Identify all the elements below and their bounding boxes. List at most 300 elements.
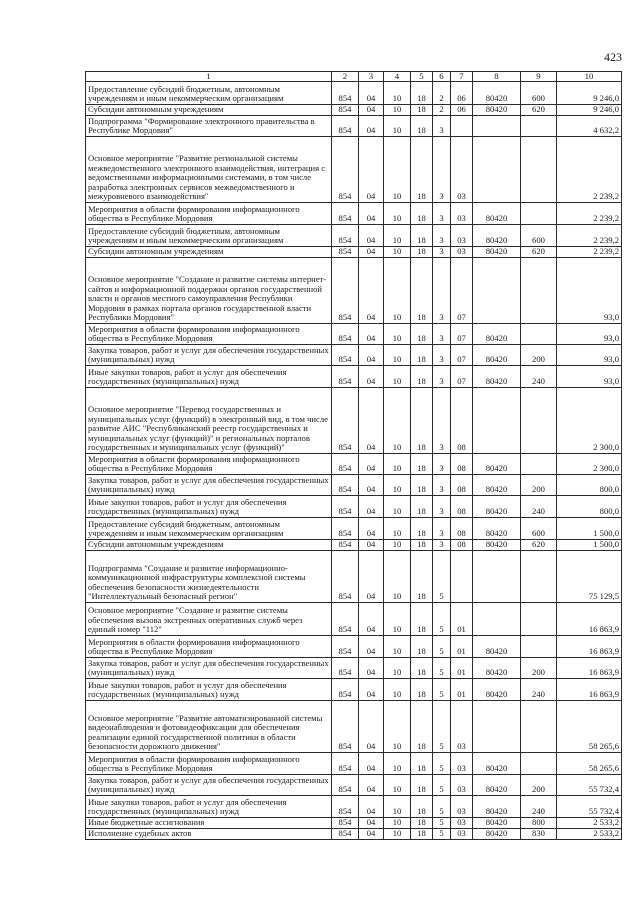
code-cell: 3 bbox=[433, 203, 451, 225]
code-cell: 3 bbox=[433, 258, 451, 324]
code-cell: 10 bbox=[384, 324, 411, 345]
code-cell: 3 bbox=[433, 247, 451, 258]
code-cell: 04 bbox=[359, 137, 384, 203]
code-cell: 18 bbox=[411, 540, 433, 551]
code-cell: 5 bbox=[433, 551, 451, 603]
code-cell: 18 bbox=[411, 225, 433, 247]
code-cell: 10 bbox=[384, 753, 411, 775]
amount-cell: 2 239,2 bbox=[557, 137, 622, 203]
code-cell: 620 bbox=[521, 105, 557, 116]
code-cell: 3 bbox=[433, 496, 451, 518]
code-cell: 04 bbox=[359, 82, 384, 105]
code-cell: 854 bbox=[332, 388, 359, 454]
code-cell bbox=[473, 137, 521, 203]
table-row bbox=[86, 475, 622, 496]
row-name-cell: Мероприятия в области формирования информационного общества в Республике Мордовия bbox=[86, 454, 332, 475]
table-row bbox=[86, 679, 622, 701]
code-cell: 854 bbox=[332, 796, 359, 818]
column-header: 10 bbox=[557, 72, 622, 82]
row-name-cell: Предоставление субсидий бюджетным, автономным учреждениям и иным некоммерческим организациям bbox=[86, 225, 332, 247]
row-name-cell: Иные закупки товаров, работ и услуг для обеспечения государственных (муниципальных) нужд bbox=[86, 796, 332, 818]
code-cell: 03 bbox=[451, 247, 473, 258]
code-cell bbox=[521, 388, 557, 454]
amount-cell: 55 732,4 bbox=[557, 796, 622, 818]
code-cell: 80420 bbox=[473, 829, 521, 840]
code-cell bbox=[473, 551, 521, 603]
code-cell: 200 bbox=[521, 775, 557, 796]
code-cell: 08 bbox=[451, 475, 473, 496]
code-cell: 18 bbox=[411, 137, 433, 203]
code-cell: 18 bbox=[411, 105, 433, 116]
table-row bbox=[86, 82, 622, 105]
table-row bbox=[86, 658, 622, 679]
code-cell: 18 bbox=[411, 603, 433, 636]
code-cell: 854 bbox=[332, 137, 359, 203]
code-cell: 5 bbox=[433, 796, 451, 818]
row-name-cell: Основное мероприятие "Развитие автоматизированной системы видеонаблюдения и фотовидеофиксации для обеспечения реализации единой государственной политики в области безопасности дорожного движения" bbox=[86, 701, 332, 753]
code-cell: 04 bbox=[359, 829, 384, 840]
code-cell: 04 bbox=[359, 203, 384, 225]
amount-cell: 800,0 bbox=[557, 496, 622, 518]
column-header: 9 bbox=[521, 72, 557, 82]
code-cell: 854 bbox=[332, 636, 359, 658]
row-name-cell: Исполнение судебных актов bbox=[86, 829, 332, 840]
code-cell: 3 bbox=[433, 454, 451, 475]
code-cell: 3 bbox=[433, 324, 451, 345]
code-cell: 01 bbox=[451, 679, 473, 701]
code-cell: 04 bbox=[359, 116, 384, 137]
row-name-cell: Основное мероприятие "Создание и развитие системы обеспечения вызова экстренных оперативных служб через единый номер "112" bbox=[86, 603, 332, 636]
code-cell: 18 bbox=[411, 247, 433, 258]
code-cell bbox=[521, 116, 557, 137]
code-cell: 3 bbox=[433, 137, 451, 203]
code-cell: 600 bbox=[521, 225, 557, 247]
code-cell: 04 bbox=[359, 679, 384, 701]
code-cell: 04 bbox=[359, 258, 384, 324]
code-cell: 3 bbox=[433, 518, 451, 540]
amount-cell: 2 239,2 bbox=[557, 203, 622, 225]
row-name-cell: Основное мероприятие "Развитие региональной системы межведомственного электронного взаимодействия, интеграция с ведомственными информационными системами, в том числе разработка электронных сервисов межведомственного и межуровневого взаимодействия" bbox=[86, 137, 332, 203]
code-cell: 5 bbox=[433, 636, 451, 658]
column-header: 6 bbox=[433, 72, 451, 82]
code-cell: 10 bbox=[384, 137, 411, 203]
table-row bbox=[86, 366, 622, 388]
code-cell: 854 bbox=[332, 658, 359, 679]
code-cell: 854 bbox=[332, 366, 359, 388]
table-row bbox=[86, 796, 622, 818]
code-cell: 10 bbox=[384, 551, 411, 603]
code-cell bbox=[521, 137, 557, 203]
amount-cell: 9 246,0 bbox=[557, 82, 622, 105]
code-cell bbox=[473, 701, 521, 753]
code-cell: 5 bbox=[433, 679, 451, 701]
row-name-cell: Иные закупки товаров, работ и услуг для обеспечения государственных (муниципальных) нужд bbox=[86, 679, 332, 701]
code-cell: 07 bbox=[451, 258, 473, 324]
code-cell: 04 bbox=[359, 775, 384, 796]
code-cell: 3 bbox=[433, 388, 451, 454]
code-cell: 18 bbox=[411, 775, 433, 796]
code-cell: 5 bbox=[433, 701, 451, 753]
column-header: 2 bbox=[332, 72, 359, 82]
code-cell: 2 bbox=[433, 82, 451, 105]
table-row bbox=[86, 818, 622, 829]
code-cell: 01 bbox=[451, 636, 473, 658]
code-cell: 18 bbox=[411, 203, 433, 225]
code-cell: 18 bbox=[411, 796, 433, 818]
code-cell: 5 bbox=[433, 818, 451, 829]
code-cell: 10 bbox=[384, 366, 411, 388]
code-cell: 10 bbox=[384, 603, 411, 636]
code-cell: 80420 bbox=[473, 496, 521, 518]
code-cell: 01 bbox=[451, 658, 473, 679]
table-row bbox=[86, 225, 622, 247]
code-cell: 5 bbox=[433, 829, 451, 840]
table-row bbox=[86, 388, 622, 454]
code-cell: 10 bbox=[384, 518, 411, 540]
code-cell: 04 bbox=[359, 324, 384, 345]
code-cell: 18 bbox=[411, 701, 433, 753]
code-cell: 80420 bbox=[473, 324, 521, 345]
code-cell: 80420 bbox=[473, 475, 521, 496]
header-row bbox=[86, 72, 622, 82]
code-cell: 854 bbox=[332, 679, 359, 701]
code-cell: 03 bbox=[451, 829, 473, 840]
code-cell: 5 bbox=[433, 753, 451, 775]
code-cell: 80420 bbox=[473, 366, 521, 388]
code-cell: 854 bbox=[332, 247, 359, 258]
amount-cell: 4 632,2 bbox=[557, 116, 622, 137]
code-cell: 80420 bbox=[473, 203, 521, 225]
row-name-cell: Предоставление субсидий бюджетным, автономным учреждениям и иным некоммерческим организациям bbox=[86, 82, 332, 105]
code-cell: 18 bbox=[411, 679, 433, 701]
code-cell: 80420 bbox=[473, 796, 521, 818]
table-row bbox=[86, 324, 622, 345]
code-cell: 854 bbox=[332, 551, 359, 603]
code-cell: 18 bbox=[411, 658, 433, 679]
code-cell: 04 bbox=[359, 454, 384, 475]
table-row bbox=[86, 775, 622, 796]
code-cell: 10 bbox=[384, 775, 411, 796]
code-cell: 3 bbox=[433, 116, 451, 137]
code-cell: 200 bbox=[521, 658, 557, 679]
code-cell bbox=[521, 753, 557, 775]
amount-cell: 75 129,5 bbox=[557, 551, 622, 603]
code-cell: 10 bbox=[384, 247, 411, 258]
table-row bbox=[86, 247, 622, 258]
code-cell: 854 bbox=[332, 818, 359, 829]
code-cell: 18 bbox=[411, 475, 433, 496]
code-cell: 854 bbox=[332, 345, 359, 366]
code-cell: 04 bbox=[359, 366, 384, 388]
column-header: 3 bbox=[359, 72, 384, 82]
code-cell: 08 bbox=[451, 496, 473, 518]
code-cell: 3 bbox=[433, 225, 451, 247]
code-cell: 600 bbox=[521, 518, 557, 540]
amount-cell: 1 500,0 bbox=[557, 518, 622, 540]
code-cell: 04 bbox=[359, 225, 384, 247]
amount-cell: 58 265,6 bbox=[557, 753, 622, 775]
code-cell: 854 bbox=[332, 105, 359, 116]
code-cell bbox=[451, 116, 473, 137]
table-header bbox=[86, 72, 622, 82]
page-number: 423 bbox=[604, 50, 622, 64]
code-cell: 3 bbox=[433, 366, 451, 388]
row-name-cell: Субсидии автономным учреждениям bbox=[86, 105, 332, 116]
code-cell bbox=[473, 116, 521, 137]
code-cell: 800 bbox=[521, 818, 557, 829]
code-cell: 08 bbox=[451, 454, 473, 475]
code-cell: 08 bbox=[451, 540, 473, 551]
code-cell: 18 bbox=[411, 496, 433, 518]
code-cell: 07 bbox=[451, 345, 473, 366]
code-cell bbox=[521, 258, 557, 324]
row-name-cell: Мероприятия в области формирования информационного общества в Республике Мордовия bbox=[86, 753, 332, 775]
table-row bbox=[86, 829, 622, 840]
code-cell: 2 bbox=[433, 105, 451, 116]
code-cell: 854 bbox=[332, 829, 359, 840]
amount-cell: 16 863,9 bbox=[557, 679, 622, 701]
code-cell: 04 bbox=[359, 518, 384, 540]
code-cell: 854 bbox=[332, 258, 359, 324]
code-cell: 18 bbox=[411, 366, 433, 388]
code-cell: 10 bbox=[384, 388, 411, 454]
code-cell: 10 bbox=[384, 818, 411, 829]
code-cell: 08 bbox=[451, 388, 473, 454]
code-cell: 854 bbox=[332, 701, 359, 753]
code-cell: 04 bbox=[359, 540, 384, 551]
code-cell: 04 bbox=[359, 247, 384, 258]
code-cell: 03 bbox=[451, 796, 473, 818]
code-cell: 830 bbox=[521, 829, 557, 840]
code-cell: 854 bbox=[332, 518, 359, 540]
code-cell: 240 bbox=[521, 796, 557, 818]
amount-cell: 800,0 bbox=[557, 475, 622, 496]
row-name-cell: Основное мероприятие "Создание и развитие системы интернет-сайтов и информационной поддержки органов государственной власти и органов местного самоуправления Республики Мордовия в рамках портала органов государственной власти Республики Мордовия" bbox=[86, 258, 332, 324]
code-cell: 10 bbox=[384, 636, 411, 658]
code-cell: 01 bbox=[451, 603, 473, 636]
code-cell: 08 bbox=[451, 518, 473, 540]
table-row bbox=[86, 636, 622, 658]
code-cell: 18 bbox=[411, 388, 433, 454]
code-cell bbox=[521, 636, 557, 658]
table-row bbox=[86, 518, 622, 540]
row-name-cell: Субсидии автономным учреждениям bbox=[86, 540, 332, 551]
code-cell: 854 bbox=[332, 540, 359, 551]
code-cell: 03 bbox=[451, 137, 473, 203]
code-cell bbox=[521, 203, 557, 225]
code-cell: 620 bbox=[521, 247, 557, 258]
code-cell: 80420 bbox=[473, 679, 521, 701]
row-name-cell: Иные закупки товаров, работ и услуг для обеспечения государственных (муниципальных) нужд bbox=[86, 496, 332, 518]
code-cell bbox=[521, 701, 557, 753]
code-cell: 854 bbox=[332, 775, 359, 796]
amount-cell: 9 246,0 bbox=[557, 105, 622, 116]
code-cell: 10 bbox=[384, 225, 411, 247]
code-cell: 03 bbox=[451, 203, 473, 225]
code-cell: 854 bbox=[332, 603, 359, 636]
code-cell bbox=[521, 324, 557, 345]
amount-cell: 2 533,2 bbox=[557, 818, 622, 829]
code-cell: 80420 bbox=[473, 636, 521, 658]
code-cell: 80420 bbox=[473, 818, 521, 829]
code-cell: 3 bbox=[433, 345, 451, 366]
code-cell: 18 bbox=[411, 518, 433, 540]
code-cell: 06 bbox=[451, 82, 473, 105]
code-cell: 03 bbox=[451, 753, 473, 775]
code-cell: 10 bbox=[384, 540, 411, 551]
table-row bbox=[86, 551, 622, 603]
code-cell: 10 bbox=[384, 82, 411, 105]
code-cell bbox=[451, 551, 473, 603]
code-cell bbox=[521, 551, 557, 603]
code-cell: 04 bbox=[359, 388, 384, 454]
row-name-cell: Основное мероприятие "Перевод государственных и муниципальных услуг (функций) в электронный вид, в том числе развитие АИС "Республиканский реестр государственных и муниципальных услуг (функций)" и региональных порталов государственных и муниципальных услуг (функций)" bbox=[86, 388, 332, 454]
code-cell: 03 bbox=[451, 701, 473, 753]
code-cell bbox=[473, 258, 521, 324]
row-name-cell: Субсидии автономным учреждениям bbox=[86, 247, 332, 258]
code-cell: 18 bbox=[411, 116, 433, 137]
table-row bbox=[86, 753, 622, 775]
table-row bbox=[86, 496, 622, 518]
code-cell: 3 bbox=[433, 540, 451, 551]
code-cell: 18 bbox=[411, 551, 433, 603]
code-cell: 04 bbox=[359, 818, 384, 829]
code-cell: 10 bbox=[384, 496, 411, 518]
code-cell: 04 bbox=[359, 475, 384, 496]
row-name-cell: Предоставление субсидий бюджетным, автономным учреждениям и иным некоммерческим организациям bbox=[86, 518, 332, 540]
code-cell: 80420 bbox=[473, 775, 521, 796]
row-name-cell: Закупка товаров, работ и услуг для обеспечения государственных (муниципальных) нужд bbox=[86, 345, 332, 366]
row-name-cell: Мероприятия в области формирования информационного общества в Республике Мордовия bbox=[86, 203, 332, 225]
code-cell: 18 bbox=[411, 753, 433, 775]
amount-cell: 2 533,2 bbox=[557, 829, 622, 840]
code-cell: 80420 bbox=[473, 658, 521, 679]
code-cell: 03 bbox=[451, 818, 473, 829]
code-cell: 10 bbox=[384, 475, 411, 496]
table-body bbox=[86, 82, 622, 840]
table-row bbox=[86, 345, 622, 366]
row-name-cell: Иные закупки товаров, работ и услуг для обеспечения государственных (муниципальных) нужд bbox=[86, 366, 332, 388]
code-cell: 10 bbox=[384, 679, 411, 701]
code-cell: 10 bbox=[384, 203, 411, 225]
code-cell: 80420 bbox=[473, 753, 521, 775]
code-cell: 18 bbox=[411, 258, 433, 324]
code-cell: 854 bbox=[332, 116, 359, 137]
code-cell: 3 bbox=[433, 475, 451, 496]
column-header: 7 bbox=[451, 72, 473, 82]
column-header: 1 bbox=[86, 72, 332, 82]
code-cell: 240 bbox=[521, 679, 557, 701]
code-cell: 10 bbox=[384, 701, 411, 753]
code-cell: 854 bbox=[332, 454, 359, 475]
code-cell: 10 bbox=[384, 454, 411, 475]
code-cell: 07 bbox=[451, 366, 473, 388]
row-name-cell: Закупка товаров, работ и услуг для обеспечения государственных (муниципальных) нужд bbox=[86, 658, 332, 679]
table-row bbox=[86, 603, 622, 636]
code-cell: 18 bbox=[411, 829, 433, 840]
code-cell: 04 bbox=[359, 603, 384, 636]
code-cell: 18 bbox=[411, 636, 433, 658]
code-cell: 600 bbox=[521, 82, 557, 105]
code-cell: 04 bbox=[359, 658, 384, 679]
code-cell: 04 bbox=[359, 753, 384, 775]
code-cell: 04 bbox=[359, 496, 384, 518]
amount-cell: 58 265,6 bbox=[557, 701, 622, 753]
code-cell: 18 bbox=[411, 82, 433, 105]
budget-table bbox=[85, 71, 622, 840]
amount-cell: 93,0 bbox=[557, 366, 622, 388]
code-cell: 80420 bbox=[473, 225, 521, 247]
table-row bbox=[86, 454, 622, 475]
table-row bbox=[86, 105, 622, 116]
row-name-cell: Мероприятия в области формирования информационного общества в Республике Мордовия bbox=[86, 324, 332, 345]
code-cell bbox=[521, 603, 557, 636]
column-header: 5 bbox=[411, 72, 433, 82]
table-row bbox=[86, 258, 622, 324]
code-cell: 04 bbox=[359, 636, 384, 658]
row-name-cell: Закупка товаров, работ и услуг для обеспечения государственных (муниципальных) нужд bbox=[86, 475, 332, 496]
table-row bbox=[86, 203, 622, 225]
code-cell: 620 bbox=[521, 540, 557, 551]
code-cell: 80420 bbox=[473, 345, 521, 366]
amount-cell: 16 863,9 bbox=[557, 636, 622, 658]
amount-cell: 93,0 bbox=[557, 258, 622, 324]
code-cell: 200 bbox=[521, 345, 557, 366]
code-cell: 03 bbox=[451, 225, 473, 247]
code-cell: 5 bbox=[433, 603, 451, 636]
code-cell bbox=[473, 388, 521, 454]
code-cell: 06 bbox=[451, 105, 473, 116]
amount-cell: 16 863,9 bbox=[557, 603, 622, 636]
row-name-cell: Подпрограмма "Создание и развитие информационно-коммуникационной инфраструктуры комплексной системы обеспечения безопасности жизнедеятельности "Интеллектуальный безопасный регион" bbox=[86, 551, 332, 603]
code-cell: 854 bbox=[332, 203, 359, 225]
code-cell: 5 bbox=[433, 775, 451, 796]
code-cell: 10 bbox=[384, 258, 411, 324]
code-cell: 04 bbox=[359, 105, 384, 116]
code-cell: 10 bbox=[384, 658, 411, 679]
code-cell: 10 bbox=[384, 345, 411, 366]
row-name-cell: Закупка товаров, работ и услуг для обеспечения государственных (муниципальных) нужд bbox=[86, 775, 332, 796]
code-cell: 80420 bbox=[473, 518, 521, 540]
code-cell: 04 bbox=[359, 796, 384, 818]
code-cell: 240 bbox=[521, 366, 557, 388]
column-header: 8 bbox=[473, 72, 521, 82]
code-cell: 80420 bbox=[473, 540, 521, 551]
code-cell: 10 bbox=[384, 829, 411, 840]
amount-cell: 2 239,2 bbox=[557, 247, 622, 258]
table-row bbox=[86, 540, 622, 551]
code-cell: 18 bbox=[411, 324, 433, 345]
code-cell: 18 bbox=[411, 345, 433, 366]
code-cell: 10 bbox=[384, 116, 411, 137]
code-cell: 04 bbox=[359, 345, 384, 366]
amount-cell: 2 300,0 bbox=[557, 454, 622, 475]
code-cell: 240 bbox=[521, 496, 557, 518]
amount-cell: 93,0 bbox=[557, 345, 622, 366]
code-cell: 10 bbox=[384, 105, 411, 116]
code-cell: 5 bbox=[433, 658, 451, 679]
code-cell: 18 bbox=[411, 454, 433, 475]
code-cell: 18 bbox=[411, 818, 433, 829]
code-cell: 854 bbox=[332, 82, 359, 105]
amount-cell: 1 500,0 bbox=[557, 540, 622, 551]
row-name-cell: Мероприятия в области формирования информационного общества в Республике Мордовия bbox=[86, 636, 332, 658]
amount-cell: 55 732,4 bbox=[557, 775, 622, 796]
row-name-cell: Иные бюджетные ассигнования bbox=[86, 818, 332, 829]
column-header: 4 bbox=[384, 72, 411, 82]
row-name-cell: Подпрограмма "Формирование электронного правительства в Республике Мордовия" bbox=[86, 116, 332, 137]
code-cell: 854 bbox=[332, 753, 359, 775]
